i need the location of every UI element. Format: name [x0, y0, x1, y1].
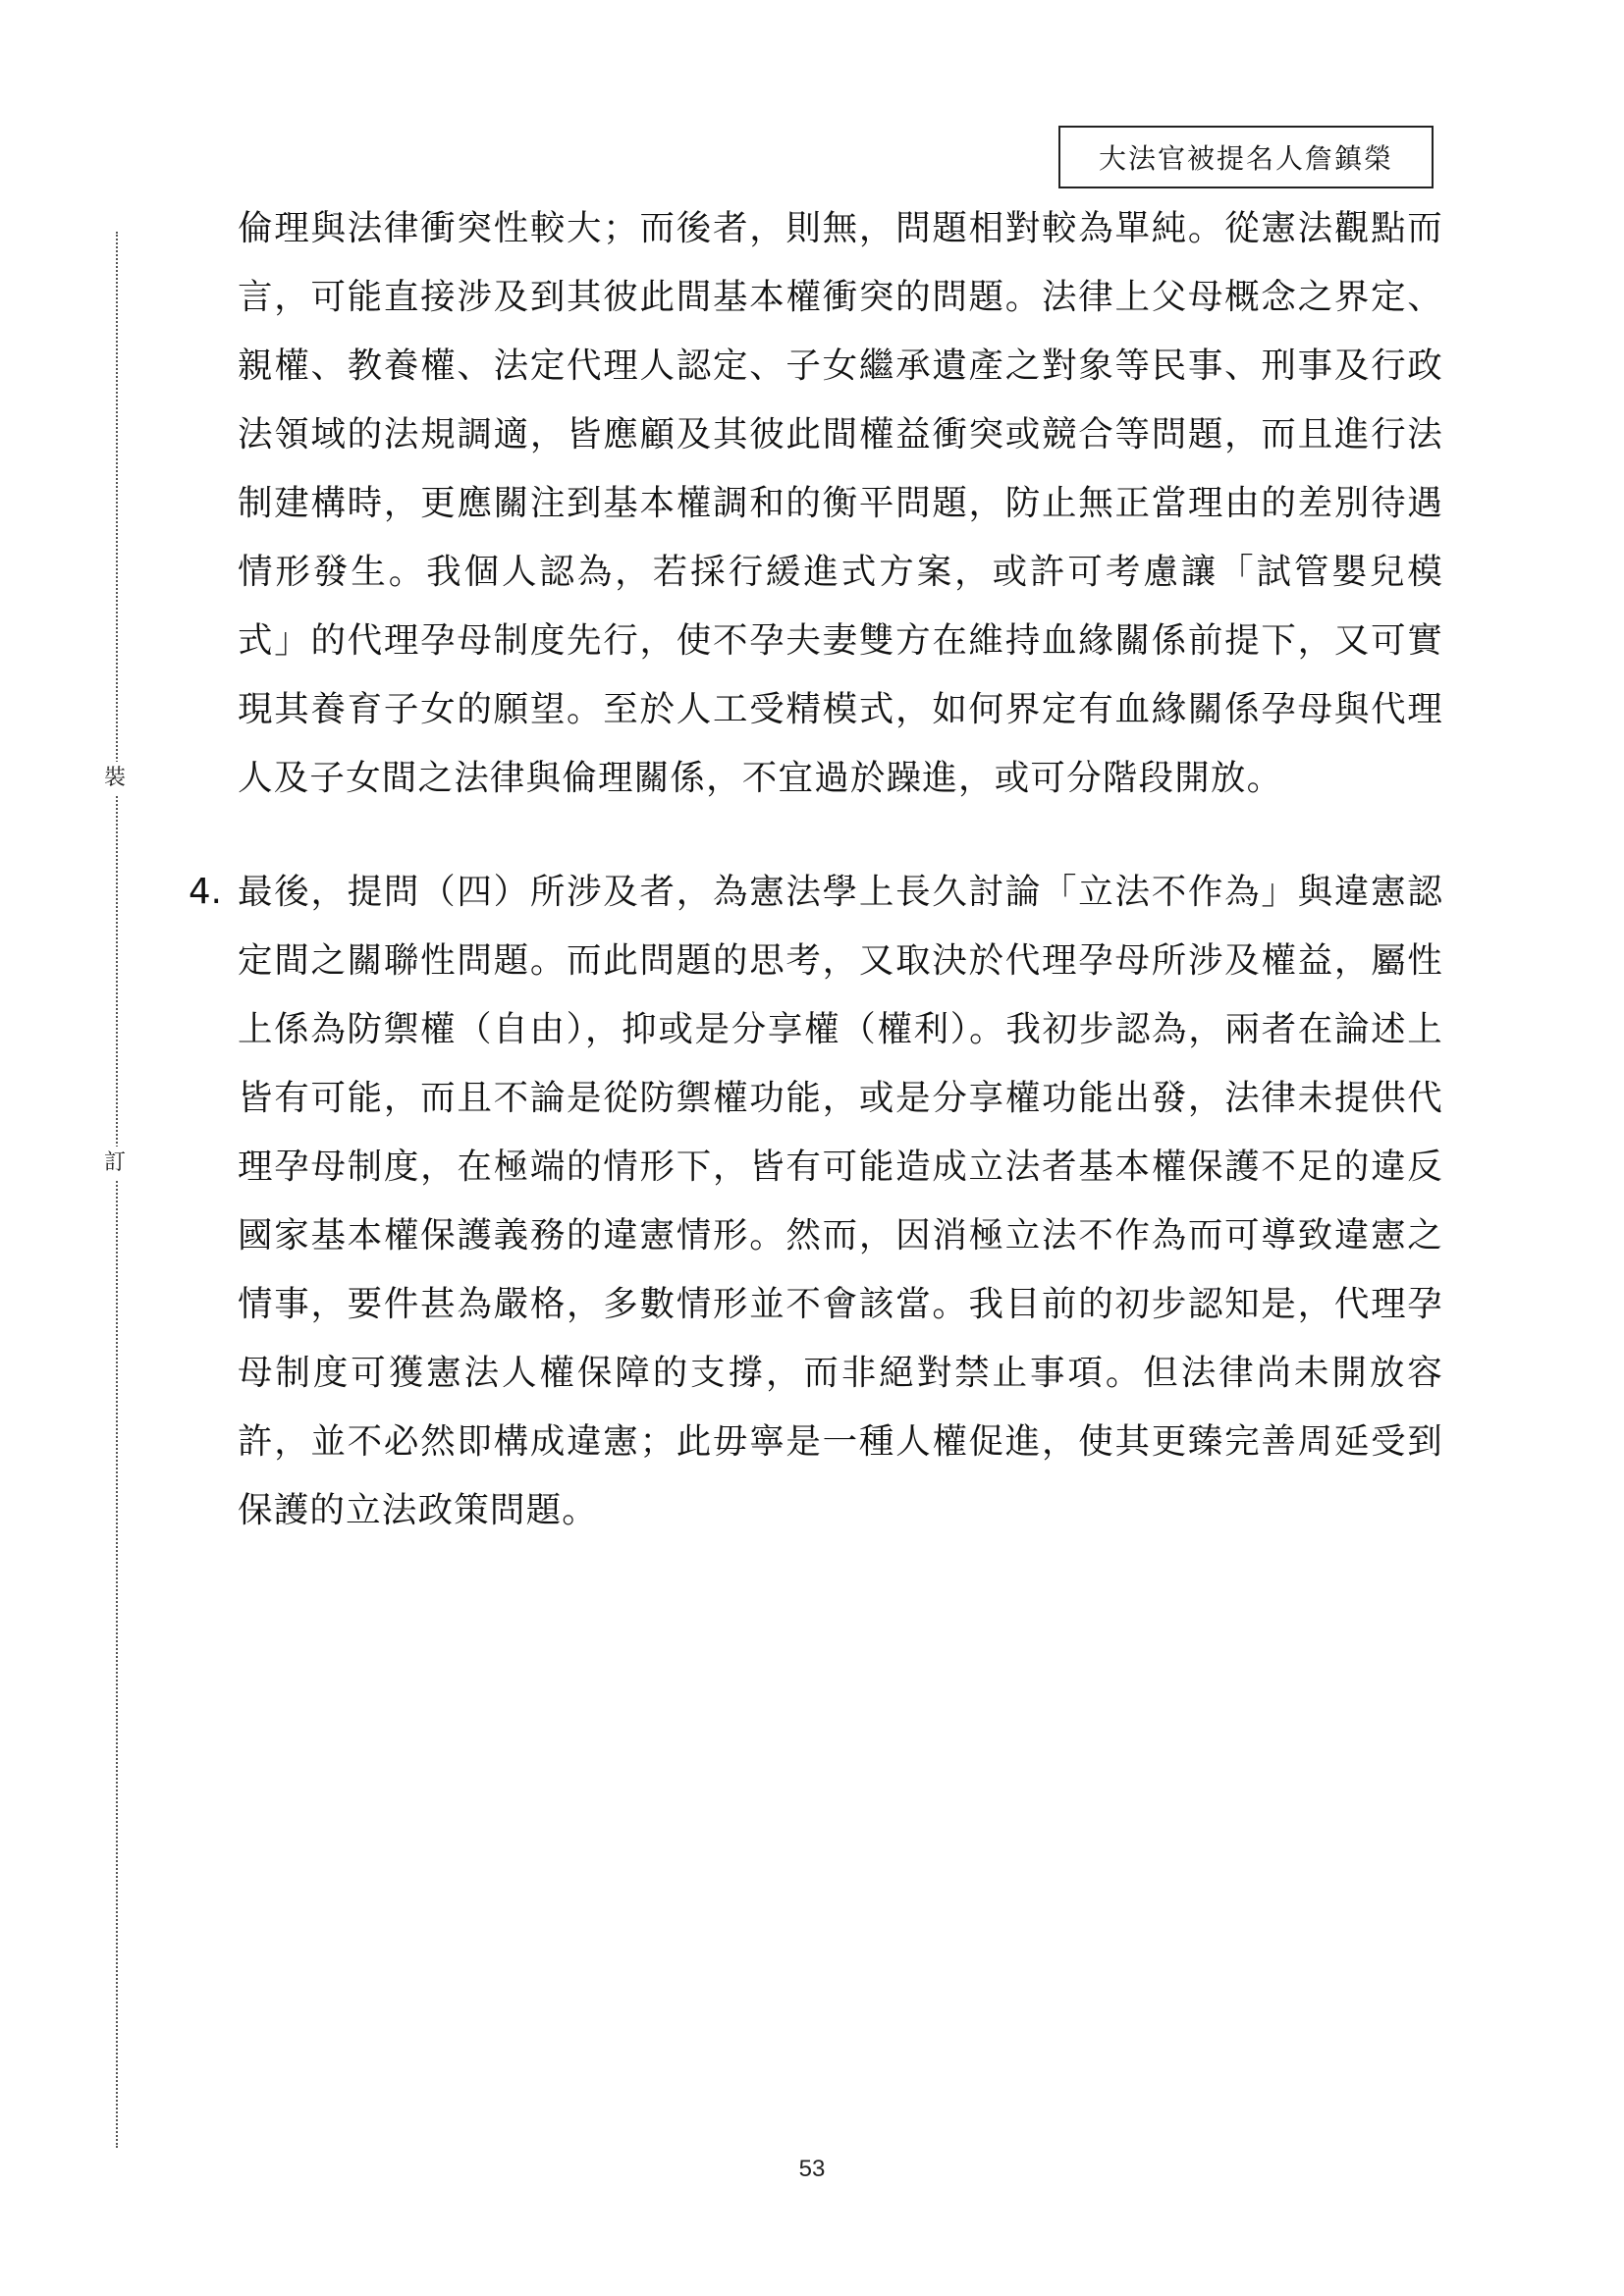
paragraph-continued: 倫理與法律衝突性較大；而後者，則無，問題相對較為單純。從憲法觀點而言，可能直接涉及到其彼此間基本權衝突的問題。法律上父母概念之界定、親權、教養權、法定代理人認定、子女繼承遺產之對象等民事、刑事及行政法領域的法規調適，皆應顧及其彼此間權益衝突或競合等問題，而且進行法制建構時，更應關注到基本權調和的衡平問題，防止無正當理由的差別待遇情形發生。我個人認為，若採行緩進式方案，或許可考慮讓「試管嬰兒模式」的代理孕母制度先行，使不孕夫妻雙方在維持血緣關係前提下，又可實現其養育子女的願望。至於人工受精模式，如何界定有血緣關係孕母與代理人及子女間之法律與倫理關係，不宜過於躁進，或可分階段開放。 [238, 208, 1443, 798]
list-item-text: 最後，提問（四）所涉及者，為憲法學上長久討論「立法不作為」與違憲認定間之關聯性問題。而此問題的思考，又取決於代理孕母所涉及權益，屬性上係為防禦權（自由），抑或是分享權（權利）。我初步認為，兩者在論述上皆有可能，而且不論是從防禦權功能，或是分享權功能出發，法律未提供代理孕母制度，在極端的情形下，皆有可能造成立法者基本權保護不足的違反國家基本權保護義務的違憲情形。然而，因消極立法不作為而可導致違憲之情事，要件甚為嚴格，多數情形並不會該當。我目前的初步認知是，代理孕母制度可獲憲法人權保障的支撐，而非絕對禁止事項。但法律尚未開放容許，並不必然即構成違憲；此毋寧是一種人權促進，使其更臻完善周延受到保護的立法政策問題。 [238, 872, 1443, 1530]
page-number: 53 [798, 2156, 826, 2182]
list-item-4 [189, 858, 1443, 1545]
document-body [189, 194, 1443, 1545]
binding-dotted-line [116, 232, 118, 2148]
list-item-number: 4. [189, 872, 222, 912]
nominee-header-label: 大法官被提名人詹鎮榮 [1058, 126, 1434, 188]
binding-mark-zhuang: 裝 [102, 762, 128, 795]
binding-mark-ding: 訂 [102, 1147, 128, 1180]
